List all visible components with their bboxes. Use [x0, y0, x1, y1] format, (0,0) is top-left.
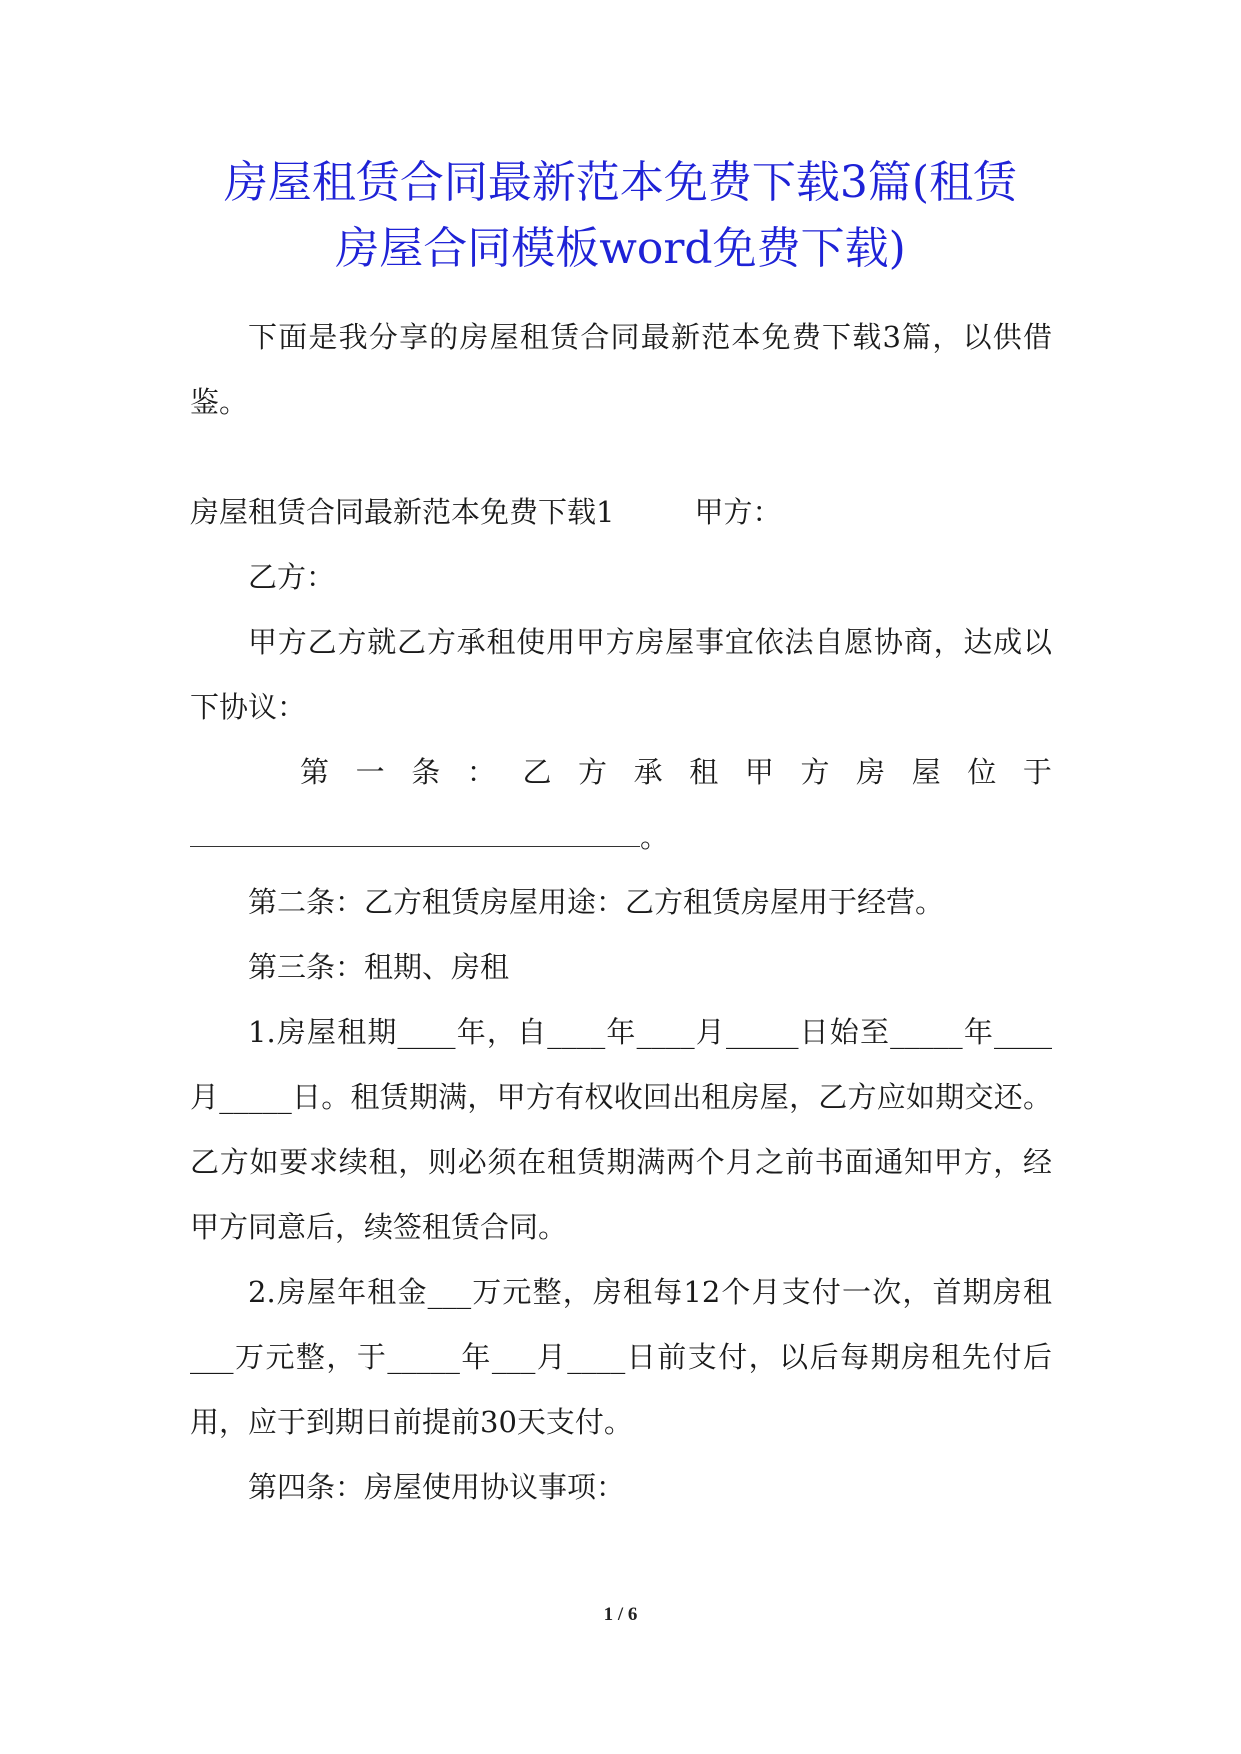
agreement-paragraph: 甲方乙方就乙方承租使用甲方房屋事宜依法自愿协商，达成以下协议：: [190, 625, 1052, 724]
section-heading-line: [190, 480, 1052, 545]
document-title: [150, 150, 1091, 282]
article-1-char: 方: [578, 755, 608, 789]
title-line-2: 房屋合同模板word免费下载): [335, 223, 906, 274]
article-1-char: 房: [856, 755, 886, 789]
article-1-blank-line: [190, 805, 1052, 870]
article-2: 第二条：乙方租赁房屋用途：乙方租赁房屋用于经营。: [248, 885, 945, 919]
article-1-char: 第: [300, 755, 330, 789]
address-blank: [190, 816, 640, 847]
article-4: 第四条：房屋使用协议事项：: [248, 1470, 626, 1504]
title-line-1: 房屋租赁合同最新范本免费下载3篇(租赁: [223, 157, 1018, 208]
section-heading: 房屋租赁合同最新范本免费下载1: [190, 495, 615, 529]
party-a-label: 甲方：: [694, 495, 782, 529]
document-body: [190, 305, 1052, 435]
article-1-char: 屋: [911, 755, 941, 789]
article-3: 第三条：租期、房租: [248, 950, 510, 984]
contract-section-1: [190, 480, 1052, 1520]
clause-2: 2.房屋年租金___万元整，房租每12个月支付一次，首期房租___万元整，于_____年___月____日前支付，以后每期房租先付后用，应于到期日前提前30天支付。: [190, 1275, 1052, 1439]
article-1-heading: [190, 740, 1052, 805]
page-number: 1 / 6: [603, 1604, 638, 1625]
article-1-char: 承: [633, 755, 663, 789]
article-1-char: ：: [466, 755, 496, 789]
article-1-char: 租: [689, 755, 719, 789]
article-1-char: 位: [967, 755, 997, 789]
party-b-label: 乙方：: [248, 560, 336, 594]
clause-1: 1.房屋租期____年，自____年____月_____日始至_____年____月_____日。租赁期满，甲方有权收回出租房屋，乙方应如期交还。乙方如要求续租，则必须在租赁期满两个月之前书面通知甲方，经甲方同意后，续签租赁合同。: [190, 1015, 1052, 1244]
article-1-char: 方: [800, 755, 830, 789]
article-1-char: 甲: [744, 755, 774, 789]
article-1-end: 。: [640, 820, 670, 854]
article-1-char: 乙: [522, 755, 552, 789]
article-1-char: 于: [1022, 755, 1052, 789]
intro-paragraph: 下面是我分享的房屋租赁合同最新范本免费下载3篇，以供借鉴。: [190, 320, 1052, 419]
article-1-char: 条: [411, 755, 441, 789]
article-1-char: 一: [355, 755, 385, 789]
